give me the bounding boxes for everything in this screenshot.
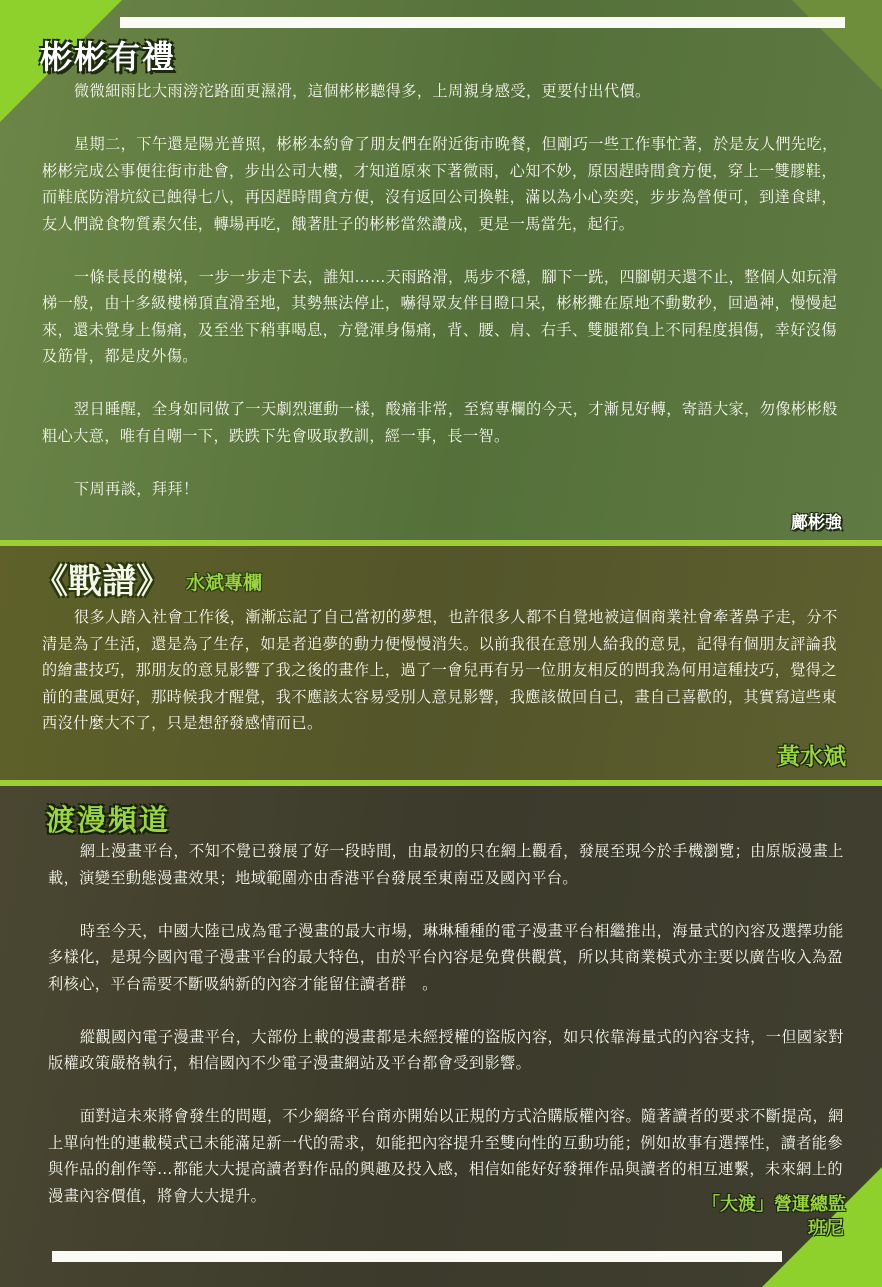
- paragraph: 翌日睡醒，全身如同做了一天劇烈運動一樣，酸痛非常，至寫專欄的今天，才漸見好轉，寄語大家，勿像彬彬般粗心大意，唯有自嘲一下，跌跌下先會吸取教訓，經一事，長一智。: [42, 400, 838, 445]
- section-subtitle: 水斌專欄: [186, 572, 263, 594]
- author-signature: 鄺彬強: [791, 513, 842, 533]
- paragraph: 很多人踏入社會工作後，漸漸忘記了自己當初的夢想，也許很多人都不自覺地被這個商業社會牽著鼻子走，分不清是為了生活，還是為了生存，如是者追夢的動力便慢慢消失。以前我很在意別人給我的意見，記得有個朋友評論我的繪畫技巧，那朋友的意見影響了我之後的畫作上，過了一會兒再有另一位朋友相反的問我為何用這種技巧，覺得之前的畫風更好，那時候我才醒覺，我不應該太容易受別人意見影響，我應該做回自己，畫自己喜歡的，其實寫這些東西沒什麼大不了，只是想舒發感情而已。: [42, 608, 838, 732]
- article-body: [42, 78, 842, 502]
- paragraph: 時至今天，中國大陸已成為電子漫畫的最大市場，琳琳種種的電子漫畫平台相繼推出，海量式的內容及選擇功能多樣化，是現今國內電子漫畫平台的最大特色，由於平台內容是免費供觀賞，所以其商業模式亦主要以廣告收入為盈利核心，平台需要不斷吸納新的內容才能留住讀者群 。: [48, 921, 844, 993]
- article-body: [48, 838, 848, 1209]
- section-title: 《戰譜》: [34, 562, 170, 602]
- article-body: [42, 604, 842, 737]
- paragraph: 縱觀國內電子漫畫平台，大部份上載的漫畫都是未經授權的盜版內容，如只依靠海量式的內容支持，一但國家對版權政策嚴格執行，相信國內不少電子漫畫網站及平台都會受到影響。: [48, 1027, 844, 1072]
- corner-decoration: [792, 0, 882, 90]
- section-title: 渡漫頻道: [46, 803, 171, 837]
- paragraph: 面對這未來將會發生的問題，不少網絡平台商亦開始以正規的方式洽購版權內容。隨著讀者的要求不斷提高，網上單向性的連載模式已未能滿足新一代的需求，如能把內容提升至雙向性的互動功能；例如故事有選擇性，讀者能參與作品的創作等…都能大大提高讀者對作品的興趣及投入感，相信如能好好發揮作品與讀者的相互連繫，未來網上的漫畫內容價值，將會大大提升。: [48, 1107, 844, 1205]
- paragraph: 網上漫畫平台，不知不覺已發展了好一段時間，由最初的只在網上觀看，發展至現今於手機瀏覽；由原版漫畫上載，演變至動態漫畫效果；地域範圍亦由香港平台發展至東南亞及國內平台。: [48, 842, 844, 887]
- paragraph: 一條長長的樓梯，一步一步走下去，誰知……天雨路滑，馬步不穩，腳下一跣，四腳朝天還不止，整個人如玩滑梯一般，由十多級樓梯頂直滑至地，其勢無法停止，嚇得眾友伴目瞪口呆，彬彬攤在原地不動數秒，回過神，慢慢起來，還未覺身上傷痛，及至坐下稍事喝息，方覺渾身傷痛，背、腰、肩、右手、雙腿都負上不同程度損傷，幸好沒傷及筋骨，都是皮外傷。: [42, 267, 838, 365]
- column-binbin: [0, 0, 882, 540]
- paragraph: 下周再談，拜拜！: [73, 479, 199, 498]
- author-signature: 班尼: [808, 1218, 844, 1239]
- column-zhanpu: [0, 546, 882, 780]
- top-bar: [120, 17, 845, 28]
- bottom-bar: [52, 1251, 782, 1262]
- paragraph: 微微細雨比大雨滂沱路面更濕滑，這個彬彬聽得多，上周親身感受，更要付出代價。: [73, 82, 651, 100]
- author-title: 「大渡」營運總監: [702, 1194, 846, 1215]
- paragraph: 星期二，下午還是陽光普照，彬彬本約會了朋友們在附近街市晚餐，但剛巧一些工作事忙著，於是友人們先吃，彬彬完成公事便往街市赴會，步出公司大樓，才知道原來下著微雨，心知不妙，原因趕時間貪方便，穿上一雙膠鞋，而鞋底防滑坑紋已蝕得七八，再因趕時間貪方便，沒有返回公司換鞋，滿以為小心奕奕，步步為營便可，到達食肆，友人們說食物質素欠佳，轉場再吃，餓著肚子的彬彬當然讚成，更是一馬當先，起行。: [42, 135, 838, 233]
- author-signature: 黃水斌: [777, 743, 846, 770]
- section-title: 彬彬有禮: [40, 38, 177, 76]
- column-dumanchannel: [0, 786, 882, 1287]
